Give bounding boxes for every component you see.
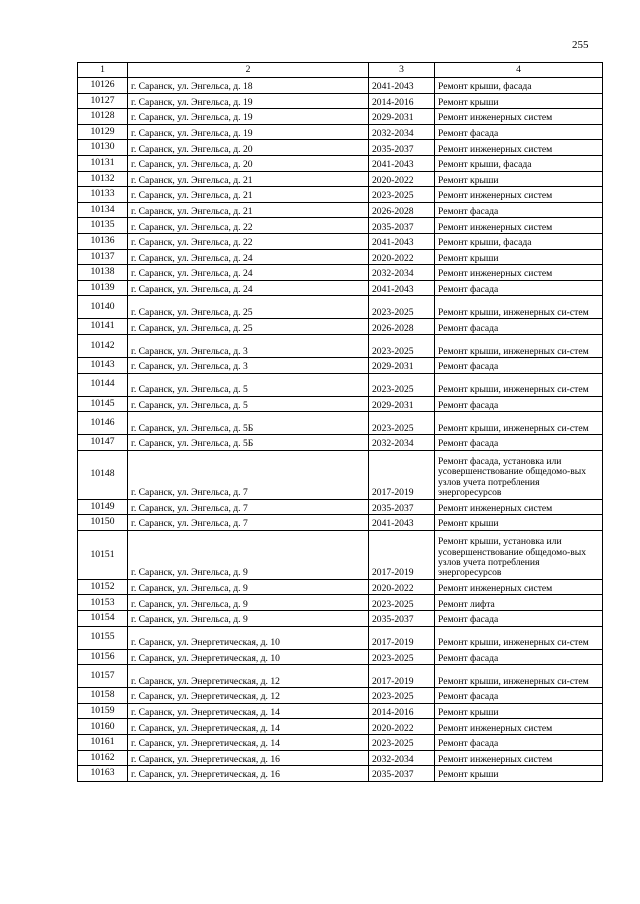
row-number-cell: 10153 (78, 595, 128, 611)
period-cell: 2035-2037 (369, 611, 435, 627)
period-cell: 2020-2022 (369, 249, 435, 265)
table-row (78, 334, 603, 357)
row-number-cell: 10156 (78, 649, 128, 665)
work-type-cell: Ремонт крыши, инженерных си-стем (435, 296, 603, 319)
address-cell: г. Саранск, ул. Энгельса, д. 24 (128, 280, 369, 296)
work-type-cell: Ремонт крыши, инженерных си-стем (435, 665, 603, 688)
table-row (78, 719, 603, 735)
address-cell: г. Саранск, ул. Энергетическая, д. 14 (128, 735, 369, 751)
table-row (78, 249, 603, 265)
work-type-cell: Ремонт крыши, установка или усовершенствование общедомо-вых узлов учета потребления энергоресурсов (435, 530, 603, 579)
address-cell: г. Саранск, ул. Энергетическая, д. 10 (128, 649, 369, 665)
header-cell-2: 2 (128, 63, 369, 78)
period-cell: 2023-2025 (369, 735, 435, 751)
period-cell: 2032-2034 (369, 435, 435, 451)
period-cell: 2020-2022 (369, 719, 435, 735)
address-cell: г. Саранск, ул. Энгельса, д. 21 (128, 202, 369, 218)
row-number-cell: 10127 (78, 93, 128, 109)
table-row (78, 140, 603, 156)
period-cell: 2035-2037 (369, 499, 435, 515)
table-row (78, 665, 603, 688)
table-row (78, 202, 603, 218)
period-cell: 2017-2019 (369, 530, 435, 579)
row-number-cell: 10130 (78, 140, 128, 156)
row-number-cell: 10152 (78, 579, 128, 595)
period-cell: 2020-2022 (369, 579, 435, 595)
work-type-cell: Ремонт инженерных систем (435, 109, 603, 125)
work-type-cell: Ремонт фасада (435, 649, 603, 665)
address-cell: г. Саранск, ул. Энгельса, д. 19 (128, 124, 369, 140)
address-cell: г. Саранск, ул. Энгельса, д. 21 (128, 171, 369, 187)
period-cell: 2023-2025 (369, 688, 435, 704)
row-number-cell: 10129 (78, 124, 128, 140)
work-type-cell: Ремонт фасада (435, 735, 603, 751)
period-cell: 2041-2043 (369, 155, 435, 171)
header-row (78, 63, 603, 78)
address-cell: г. Саранск, ул. Энгельса, д. 25 (128, 319, 369, 335)
work-type-cell: Ремонт фасада (435, 202, 603, 218)
work-type-cell: Ремонт инженерных систем (435, 265, 603, 281)
row-number-cell: 10144 (78, 373, 128, 396)
address-cell: г. Саранск, ул. Энгельса, д. 5Б (128, 435, 369, 451)
row-number-cell: 10140 (78, 296, 128, 319)
row-number-cell: 10139 (78, 280, 128, 296)
work-type-cell: Ремонт крыши (435, 766, 603, 782)
work-type-cell: Ремонт крыши, инженерных си-стем (435, 334, 603, 357)
table-row (78, 515, 603, 531)
work-type-cell: Ремонт инженерных систем (435, 719, 603, 735)
row-number-cell: 10163 (78, 766, 128, 782)
address-cell: г. Саранск, ул. Энергетическая, д. 12 (128, 665, 369, 688)
work-type-cell: Ремонт крыши, инженерных си-стем (435, 373, 603, 396)
period-cell: 2020-2022 (369, 171, 435, 187)
table-row (78, 78, 603, 94)
address-cell: г. Саранск, ул. Энгельса, д. 25 (128, 296, 369, 319)
work-type-cell: Ремонт фасада (435, 319, 603, 335)
table-row (78, 579, 603, 595)
table-row (78, 595, 603, 611)
row-number-cell: 10160 (78, 719, 128, 735)
period-cell: 2023-2025 (369, 595, 435, 611)
address-cell: г. Саранск, ул. Энгельса, д. 7 (128, 515, 369, 531)
table-row (78, 735, 603, 751)
period-cell: 2041-2043 (369, 233, 435, 249)
table-row (78, 155, 603, 171)
work-type-cell: Ремонт крыши, фасада (435, 233, 603, 249)
address-cell: г. Саранск, ул. Энгельса, д. 9 (128, 611, 369, 627)
work-type-cell: Ремонт инженерных систем (435, 750, 603, 766)
header-cell-1: 1 (78, 63, 128, 78)
table-body (78, 63, 603, 782)
table-row (78, 296, 603, 319)
address-cell: г. Саранск, ул. Энгельса, д. 21 (128, 187, 369, 203)
period-cell: 2014-2016 (369, 703, 435, 719)
work-type-cell: Ремонт инженерных систем (435, 140, 603, 156)
period-cell: 2023-2025 (369, 373, 435, 396)
address-cell: г. Саранск, ул. Энгельса, д. 9 (128, 595, 369, 611)
address-cell: г. Саранск, ул. Энгельса, д. 19 (128, 109, 369, 125)
period-cell: 2032-2034 (369, 750, 435, 766)
period-cell: 2014-2016 (369, 93, 435, 109)
row-number-cell: 10158 (78, 688, 128, 704)
work-type-cell: Ремонт инженерных систем (435, 499, 603, 515)
table-row (78, 450, 603, 499)
table-row (78, 412, 603, 435)
work-type-cell: Ремонт крыши, инженерных си-стем (435, 412, 603, 435)
work-type-cell: Ремонт фасада (435, 357, 603, 373)
row-number-cell: 10149 (78, 499, 128, 515)
row-number-cell: 10159 (78, 703, 128, 719)
work-type-cell: Ремонт крыши (435, 515, 603, 531)
row-number-cell: 10162 (78, 750, 128, 766)
address-cell: г. Саранск, ул. Энгельса, д. 3 (128, 334, 369, 357)
work-type-cell: Ремонт лифта (435, 595, 603, 611)
table-row (78, 703, 603, 719)
table-row (78, 218, 603, 234)
row-number-cell: 10157 (78, 665, 128, 688)
period-cell: 2032-2034 (369, 124, 435, 140)
table-row (78, 93, 603, 109)
row-number-cell: 10136 (78, 233, 128, 249)
row-number-cell: 10132 (78, 171, 128, 187)
table-row (78, 435, 603, 451)
table-row (78, 265, 603, 281)
address-cell: г. Саранск, ул. Энгельса, д. 9 (128, 530, 369, 579)
table-row (78, 499, 603, 515)
row-number-cell: 10137 (78, 249, 128, 265)
period-cell: 2023-2025 (369, 649, 435, 665)
address-cell: г. Саранск, ул. Энгельса, д. 22 (128, 218, 369, 234)
row-number-cell: 10142 (78, 334, 128, 357)
work-type-cell: Ремонт фасада (435, 435, 603, 451)
period-cell: 2035-2037 (369, 218, 435, 234)
work-type-cell: Ремонт фасада (435, 688, 603, 704)
row-number-cell: 10161 (78, 735, 128, 751)
table-row (78, 688, 603, 704)
row-number-cell: 10145 (78, 396, 128, 412)
table-row (78, 396, 603, 412)
period-cell: 2023-2025 (369, 412, 435, 435)
address-cell: г. Саранск, ул. Энергетическая, д. 16 (128, 750, 369, 766)
work-type-cell: Ремонт крыши, фасада (435, 155, 603, 171)
table-row (78, 766, 603, 782)
address-cell: г. Саранск, ул. Энгельса, д. 7 (128, 450, 369, 499)
period-cell: 2023-2025 (369, 334, 435, 357)
table-row (78, 280, 603, 296)
table-row (78, 611, 603, 627)
work-type-cell: Ремонт инженерных систем (435, 579, 603, 595)
work-type-cell: Ремонт крыши (435, 93, 603, 109)
period-cell: 2017-2019 (369, 626, 435, 649)
period-cell: 2023-2025 (369, 187, 435, 203)
address-cell: г. Саранск, ул. Энгельса, д. 24 (128, 249, 369, 265)
work-type-cell: Ремонт крыши (435, 171, 603, 187)
table-row (78, 750, 603, 766)
address-cell: г. Саранск, ул. Энгельса, д. 20 (128, 140, 369, 156)
page-number: 255 (572, 39, 589, 51)
work-schedule-table (77, 62, 603, 782)
address-cell: г. Саранск, ул. Энгельса, д. 5 (128, 396, 369, 412)
row-number-cell: 10151 (78, 530, 128, 579)
period-cell: 2032-2034 (369, 265, 435, 281)
work-type-cell: Ремонт инженерных систем (435, 187, 603, 203)
row-number-cell: 10141 (78, 319, 128, 335)
row-number-cell: 10134 (78, 202, 128, 218)
work-type-cell: Ремонт крыши, фасада (435, 78, 603, 94)
period-cell: 2041-2043 (369, 78, 435, 94)
table-row (78, 187, 603, 203)
table-row (78, 171, 603, 187)
row-number-cell: 10150 (78, 515, 128, 531)
header-cell-3: 3 (369, 63, 435, 78)
address-cell: г. Саранск, ул. Энергетическая, д. 14 (128, 703, 369, 719)
header-cell-4: 4 (435, 63, 603, 78)
period-cell: 2035-2037 (369, 766, 435, 782)
table-row (78, 109, 603, 125)
work-type-cell: Ремонт инженерных систем (435, 218, 603, 234)
period-cell: 2017-2019 (369, 665, 435, 688)
period-cell: 2041-2043 (369, 280, 435, 296)
row-number-cell: 10128 (78, 109, 128, 125)
row-number-cell: 10146 (78, 412, 128, 435)
address-cell: г. Саранск, ул. Энгельса, д. 7 (128, 499, 369, 515)
address-cell: г. Саранск, ул. Энгельса, д. 19 (128, 93, 369, 109)
address-cell: г. Саранск, ул. Энгельса, д. 3 (128, 357, 369, 373)
table-row (78, 649, 603, 665)
period-cell: 2041-2043 (369, 515, 435, 531)
period-cell: 2026-2028 (369, 202, 435, 218)
table-row (78, 124, 603, 140)
address-cell: г. Саранск, ул. Энергетическая, д. 14 (128, 719, 369, 735)
row-number-cell: 10143 (78, 357, 128, 373)
row-number-cell: 10155 (78, 626, 128, 649)
period-cell: 2017-2019 (369, 450, 435, 499)
row-number-cell: 10148 (78, 450, 128, 499)
period-cell: 2023-2025 (369, 296, 435, 319)
work-type-cell: Ремонт фасада, установка или усовершенствование общедомо-вых узлов учета потребления энергоресурсов (435, 450, 603, 499)
work-type-cell: Ремонт крыши, инженерных си-стем (435, 626, 603, 649)
work-type-cell: Ремонт крыши (435, 249, 603, 265)
period-cell: 2035-2037 (369, 140, 435, 156)
row-number-cell: 10133 (78, 187, 128, 203)
table-row (78, 530, 603, 579)
row-number-cell: 10135 (78, 218, 128, 234)
row-number-cell: 10131 (78, 155, 128, 171)
period-cell: 2026-2028 (369, 319, 435, 335)
address-cell: г. Саранск, ул. Энгельса, д. 5 (128, 373, 369, 396)
address-cell: г. Саранск, ул. Энергетическая, д. 16 (128, 766, 369, 782)
address-cell: г. Саранск, ул. Энгельса, д. 24 (128, 265, 369, 281)
work-type-cell: Ремонт фасада (435, 280, 603, 296)
address-cell: г. Саранск, ул. Энгельса, д. 22 (128, 233, 369, 249)
row-number-cell: 10147 (78, 435, 128, 451)
table-row (78, 319, 603, 335)
row-number-cell: 10138 (78, 265, 128, 281)
table-row (78, 373, 603, 396)
work-type-cell: Ремонт крыши (435, 703, 603, 719)
work-type-cell: Ремонт фасада (435, 124, 603, 140)
work-type-cell: Ремонт фасада (435, 611, 603, 627)
row-number-cell: 10126 (78, 78, 128, 94)
address-cell: г. Саранск, ул. Энгельса, д. 18 (128, 78, 369, 94)
work-type-cell: Ремонт фасада (435, 396, 603, 412)
row-number-cell: 10154 (78, 611, 128, 627)
period-cell: 2029-2031 (369, 396, 435, 412)
address-cell: г. Саранск, ул. Энергетическая, д. 10 (128, 626, 369, 649)
table-row (78, 357, 603, 373)
table-row (78, 233, 603, 249)
table-row (78, 626, 603, 649)
period-cell: 2029-2031 (369, 357, 435, 373)
address-cell: г. Саранск, ул. Энгельса, д. 5Б (128, 412, 369, 435)
address-cell: г. Саранск, ул. Энергетическая, д. 12 (128, 688, 369, 704)
period-cell: 2029-2031 (369, 109, 435, 125)
address-cell: г. Саранск, ул. Энгельса, д. 9 (128, 579, 369, 595)
address-cell: г. Саранск, ул. Энгельса, д. 20 (128, 155, 369, 171)
